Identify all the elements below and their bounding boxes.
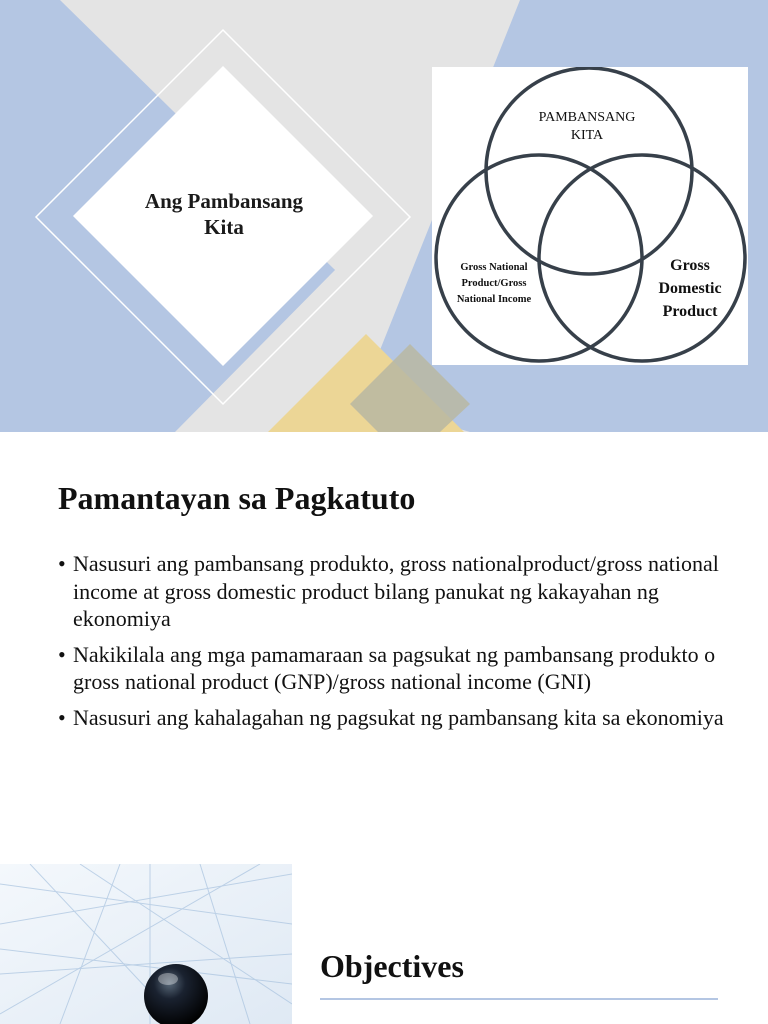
slide2-title: Pamantayan sa Pagkatuto	[58, 480, 416, 516]
venn-left-line1: Gross National	[460, 262, 528, 273]
bullet-list	[58, 550, 728, 739]
bullet-item	[58, 704, 728, 732]
slide-title-line1: Ang Pambansang	[144, 189, 304, 213]
venn-right-line2: Domestic	[658, 280, 722, 297]
bullet-text: Nasusuri ang kahalagahan ng pagsukat ng pambansang kita sa ekonomiya	[73, 704, 724, 730]
sphere-highlight	[158, 973, 178, 985]
venn-top-line2: KITA	[570, 128, 604, 143]
slide3-title: Objectives	[320, 948, 464, 984]
bullet-dot: •	[58, 641, 66, 667]
bullet-dot: •	[58, 704, 66, 730]
venn-left-line2: Product/Gross	[461, 278, 527, 289]
venn-top-line1: PAMBANSANG	[538, 110, 636, 125]
slide-title-text	[114, 188, 334, 240]
venn-right-line3: Product	[662, 303, 718, 320]
bullet-dot: •	[58, 551, 66, 576]
bullet-text: Nasusuri ang pambansang produkto, gross nationalproduct/gross national income at gross domestic product bilang panukat ng kakayahan ng ekonomiya	[73, 551, 719, 631]
slide-objectives	[0, 864, 768, 1024]
bullet-text: Nakikilala ang mga pamamaraan sa pagsukat ng pambansang produkto o gross national product (GNP)/gross national income (GNI)	[73, 641, 716, 694]
slide-title-line2: Kita	[204, 215, 244, 239]
network-sphere-image	[0, 864, 292, 1024]
slide-learning-standards	[0, 432, 768, 864]
bullet-item	[58, 641, 728, 696]
venn-right-line1: Gross	[670, 257, 710, 274]
slide-title	[0, 0, 768, 432]
venn-left-line3: National Income	[456, 294, 532, 305]
venn-label-pambansang-kita	[522, 109, 652, 145]
title-underline	[320, 998, 718, 1000]
venn-label-gdp	[640, 254, 740, 323]
venn-label-gnp	[446, 260, 542, 308]
bullet-item	[58, 550, 728, 633]
venn-diagram-card	[432, 67, 748, 365]
